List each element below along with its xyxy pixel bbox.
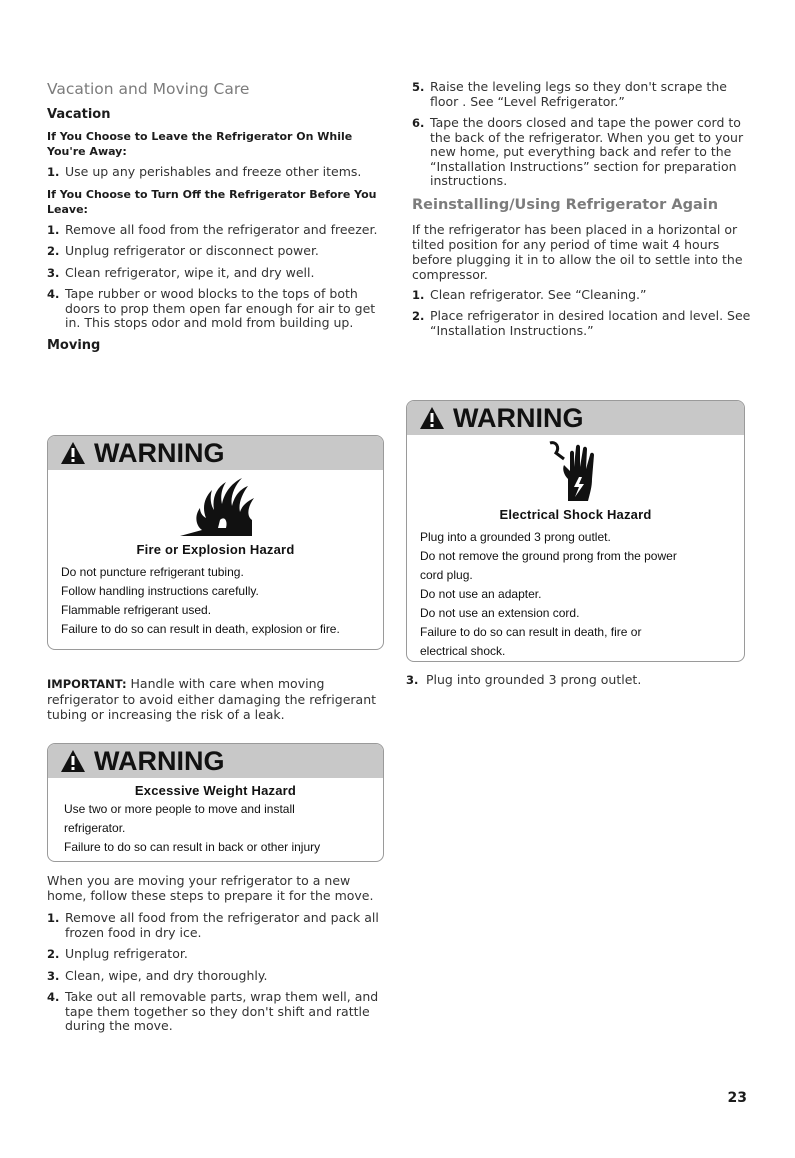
shock-warning-body	[407, 439, 744, 661]
vacation-heading: Vacation	[47, 107, 111, 122]
warning-header	[48, 744, 383, 778]
warning-line: refrigerator.	[64, 821, 126, 835]
reinstall-title: Reinstalling/Using Refrigerator Again	[412, 196, 719, 213]
warning-line: Plug into a grounded 3 prong outlet.	[420, 530, 611, 544]
section-title: Vacation and Moving Care	[47, 80, 250, 98]
list-item: 2. Place refrigerator in desired location and level. See “Installation Instructions.”	[412, 308, 751, 338]
list-item: 6. Tape the doors closed and tape the power cord to the back of the refrigerator. When you get to your new home, put everything back and refer to the “Installation Instructions” section for preparation instructions.	[412, 115, 744, 188]
list-item: 3. Clean, wipe, and dry thoroughly.	[47, 967, 268, 983]
warning-label: WARNING	[94, 437, 225, 468]
warning-line: Follow handling instructions carefully.	[61, 584, 259, 598]
list-item: 4. Tape rubber or wood blocks to the tops of both doors to prop them open far enough for air to get in. This stops odor and mold from building up.	[47, 286, 376, 330]
moving-steps-continued	[412, 80, 757, 189]
warning-line: Do not puncture refrigerant tubing.	[61, 565, 244, 579]
fire-warning-body	[48, 476, 383, 639]
warning-line: Failure to do so can result in back or other injury	[64, 840, 321, 854]
fire-warning-box	[47, 435, 384, 650]
right-column	[412, 80, 757, 345]
list-item: 1. Use up any perishables and freeze other items.	[47, 164, 362, 179]
leave-on-steps	[47, 165, 385, 180]
list-item: 1. Remove all food from the refrigerator and pack all frozen food in dry ice.	[47, 910, 379, 940]
left-column	[47, 80, 385, 360]
list-item: 1. Remove all food from the refrigerator and freezer.	[47, 221, 378, 237]
turn-off-steps	[47, 223, 385, 331]
warning-label: WARNING	[453, 402, 584, 433]
warning-line: Failure to do so can result in death, fire or	[420, 625, 642, 639]
warning-header	[407, 401, 744, 435]
list-item: 2. Unplug refrigerator.	[47, 946, 188, 961]
list-item: 2. Unplug refrigerator or disconnect power.	[47, 243, 319, 258]
important-text: Handle with care when moving refrigerator to avoid either damaging the refrigerant tubing or increasing the risk of a leak.	[47, 676, 377, 722]
warning-line: electrical shock.	[420, 644, 506, 658]
warning-line: Failure to do so can result in death, explosion or fire.	[61, 622, 340, 636]
warning-triangle-icon	[60, 749, 86, 773]
warning-line: cord plug.	[420, 568, 473, 582]
warning-line: Use two or more people to move and install	[64, 802, 295, 816]
shock-warning-box	[406, 400, 745, 662]
list-item: 4. Take out all removable parts, wrap them well, and tape them together so they don't shift and rattle during the move.	[47, 989, 379, 1033]
list-item: 3. Plug into grounded 3 prong outlet.	[406, 672, 642, 687]
warning-label: WARNING	[94, 745, 225, 776]
list-item: 1. Clean refrigerator. See “Cleaning.”	[412, 286, 647, 302]
page-number: 23	[727, 1090, 747, 1106]
reinstall-steps-cont	[406, 673, 751, 688]
weight-warning-body	[48, 783, 383, 857]
fire-icon	[176, 476, 256, 538]
shock-hazard-title: Electrical Shock Hazard	[499, 507, 652, 522]
warning-header	[48, 436, 383, 470]
moving-section	[47, 873, 392, 1041]
moving-steps	[47, 911, 392, 1034]
list-item: 3. Clean refrigerator, wipe it, and dry well.	[47, 264, 315, 280]
warning-line: Do not use an extension cord.	[420, 606, 580, 620]
leave-on-heading: If You Choose to Leave the Refrigerator On While You're Away:	[47, 130, 353, 158]
important-note	[47, 676, 385, 722]
moving-intro: When you are moving your refrigerator to a new home, follow these steps to prepare it for the move.	[47, 873, 374, 903]
warning-line: Do not remove the ground prong from the power	[420, 549, 677, 563]
turn-off-heading: If You Choose to Turn Off the Refrigerator Before You Leave:	[47, 187, 377, 216]
warning-line: Do not use an adapter.	[420, 587, 542, 601]
reinstall-step-3	[406, 673, 751, 695]
reinstall-intro: If the refrigerator has been placed in a horizontal or tilted position for any period of time wait 4 hours before plugging it in to allow the oil to settle into the compressor.	[412, 221, 743, 282]
list-item: 5. Raise the leveling legs so they don't scrape the floor . See “Level Refrigerator.”	[412, 79, 727, 109]
weight-warning-box	[47, 743, 384, 862]
electrical-shock-icon	[546, 439, 606, 503]
weight-hazard-title: Excessive Weight Hazard	[134, 783, 297, 798]
reinstall-steps	[412, 288, 757, 339]
warning-triangle-icon	[60, 441, 86, 465]
moving-heading: Moving	[47, 337, 101, 353]
fire-hazard-title: Fire or Explosion Hazard	[136, 542, 295, 557]
warning-triangle-icon	[419, 406, 445, 430]
warning-line: Flammable refrigerant used.	[61, 603, 212, 617]
important-label: IMPORTANT:	[47, 677, 127, 691]
